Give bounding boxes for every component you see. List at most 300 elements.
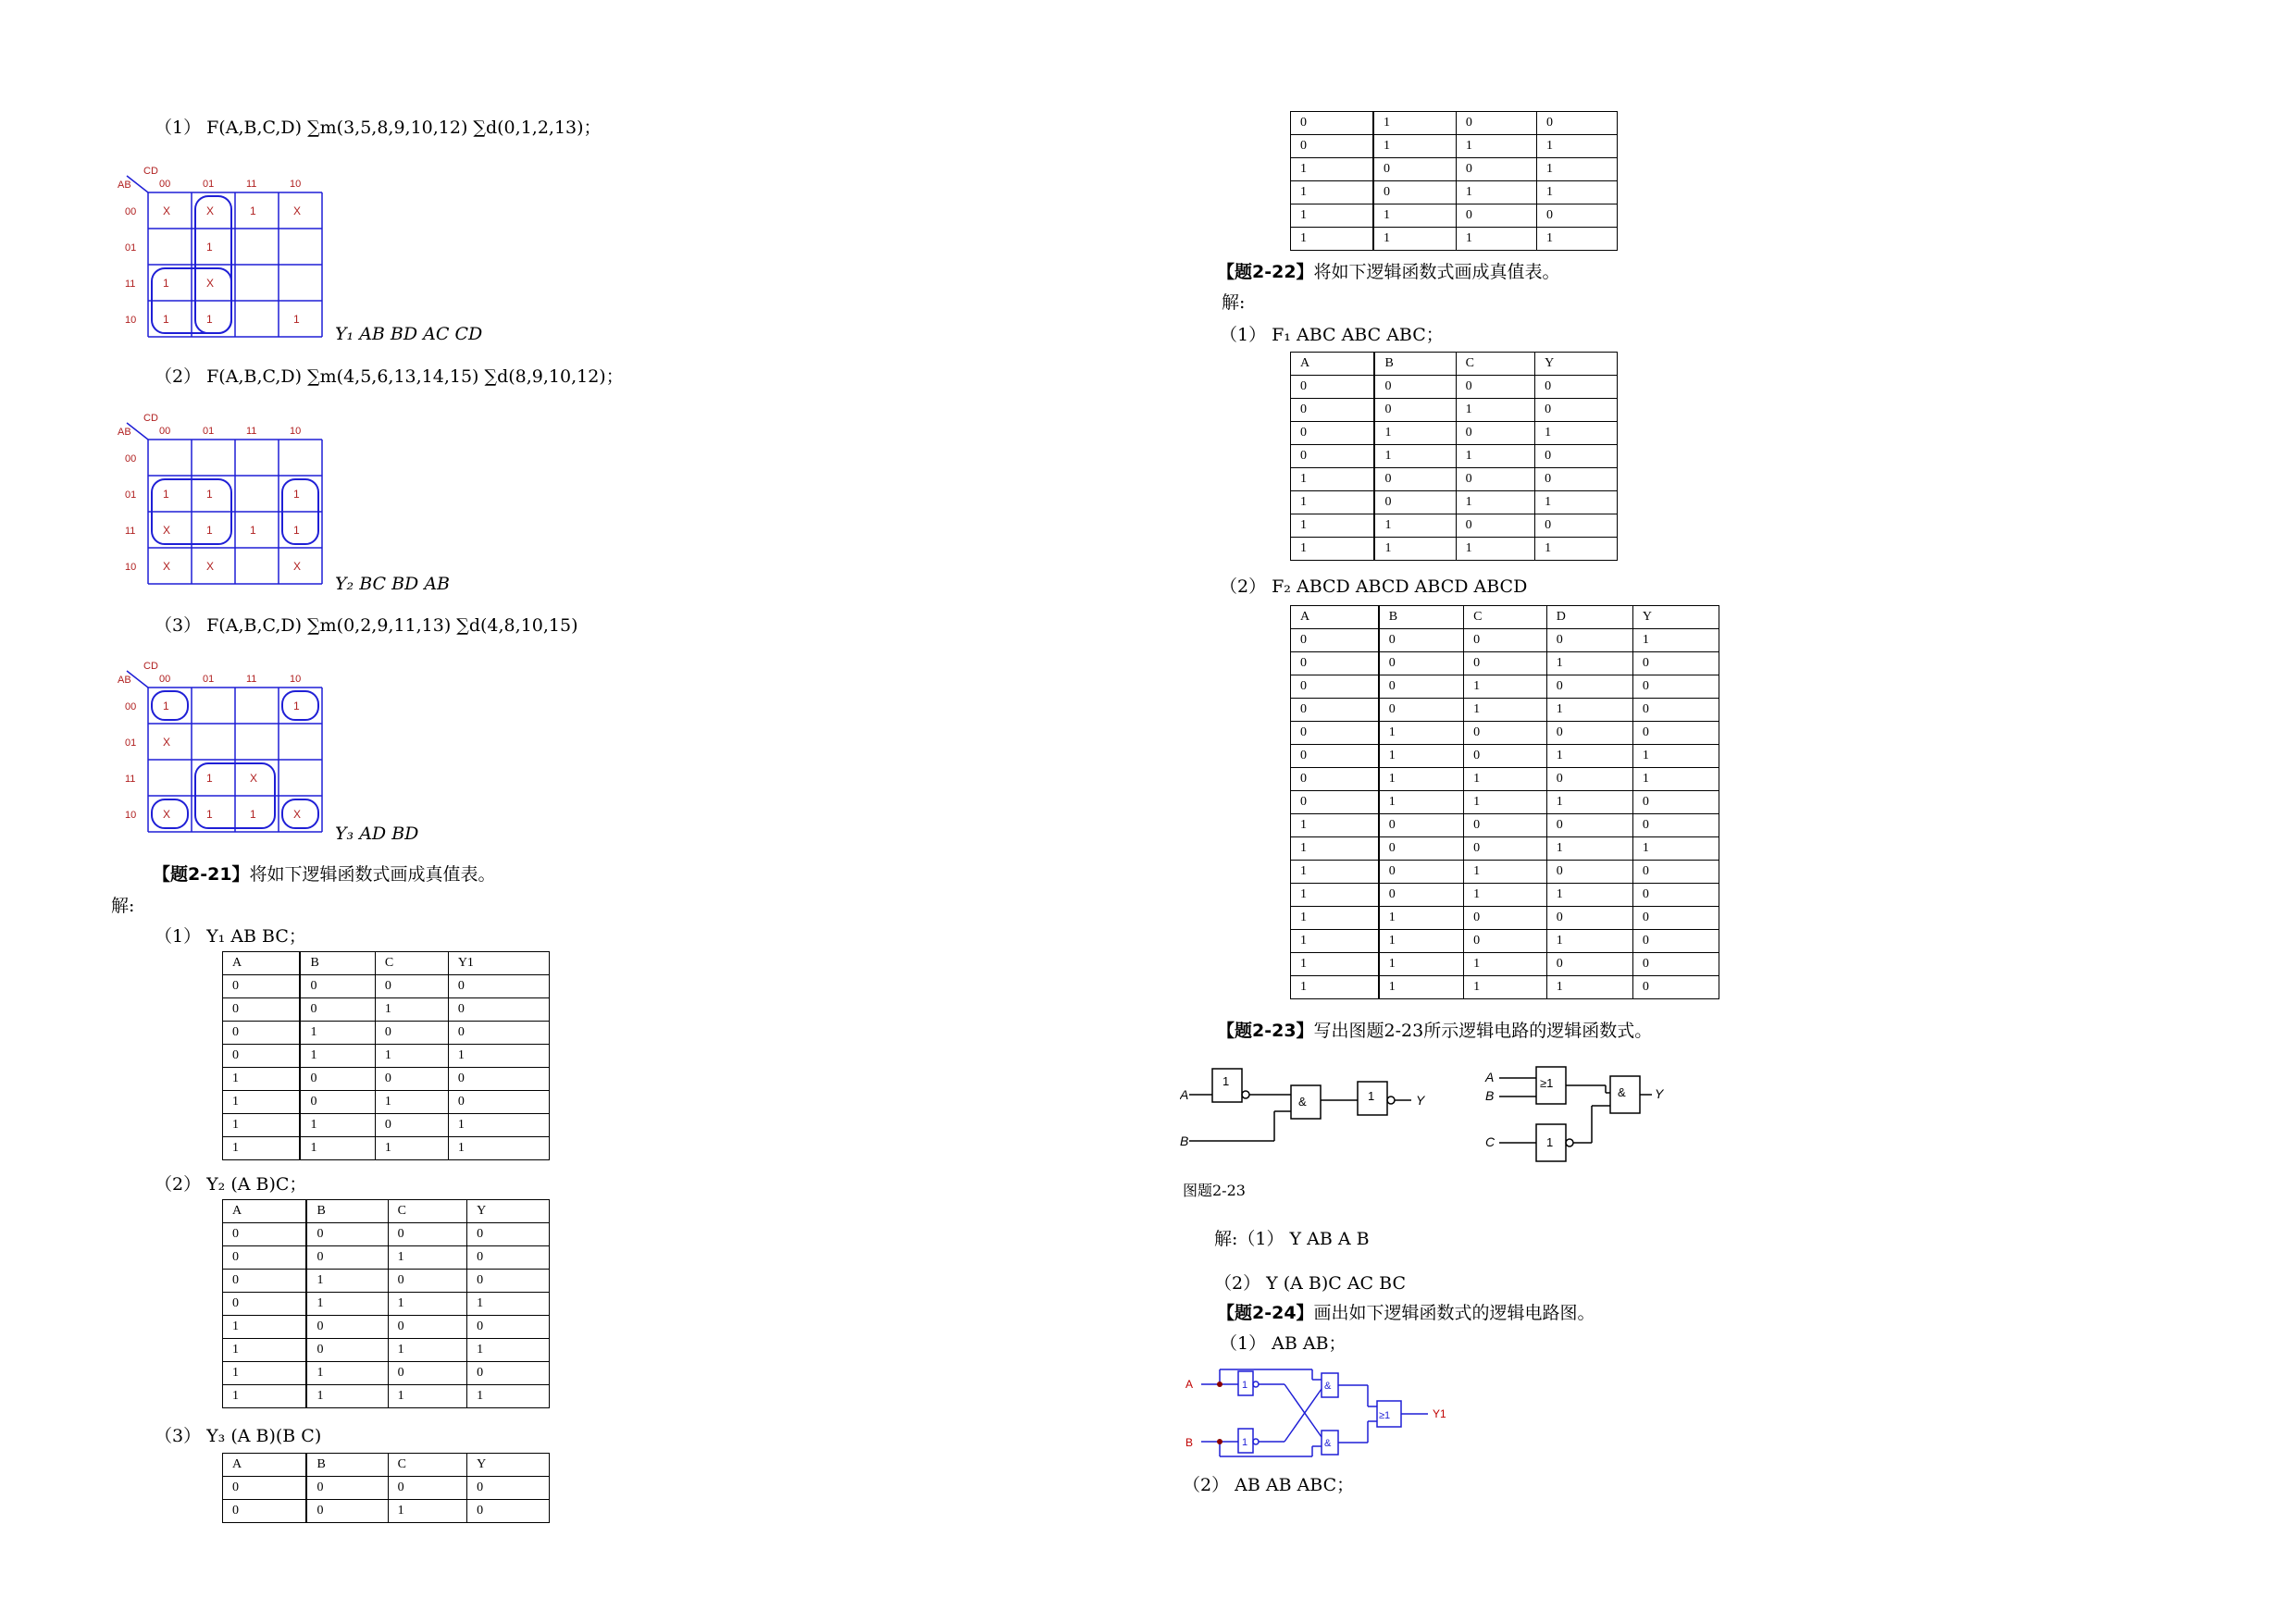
- table-row: [1291, 112, 1618, 135]
- gate-not-b: 1: [1242, 1437, 1248, 1448]
- output-y1-label: Y1: [1433, 1407, 1446, 1420]
- kmap-col-header: 00: [159, 426, 171, 437]
- table-cell: A: [223, 952, 301, 975]
- table-cell: 0: [1291, 376, 1375, 399]
- kmap-cell: 1: [250, 808, 256, 821]
- table-row: [223, 1045, 550, 1068]
- kmap-cell: 1: [293, 488, 300, 501]
- answer-1: 解:（1） Y AB A B: [1214, 1229, 1370, 1249]
- table-cell: Y: [467, 1454, 550, 1477]
- kmap-col-header: 11: [246, 674, 257, 685]
- table-cell: 1: [223, 1091, 301, 1114]
- kmap-col-header: 10: [290, 426, 302, 437]
- table-cell: 0: [1536, 204, 1617, 228]
- table-cell: 1: [223, 1362, 307, 1385]
- table-cell: 0: [467, 1316, 550, 1339]
- truth-table-continued: [1290, 111, 1618, 251]
- table-cell: 0: [1632, 930, 1719, 953]
- table-cell: 0: [448, 998, 549, 1022]
- table-cell: 0: [1456, 422, 1535, 445]
- karnaugh-map-2: [116, 412, 338, 597]
- table-cell: 0: [448, 975, 549, 998]
- table-cell: 1: [1536, 158, 1617, 181]
- table-row: [1291, 399, 1618, 422]
- table-cell: 1: [388, 1293, 467, 1316]
- table-cell: 1: [300, 1137, 375, 1160]
- table-cell: 0: [1291, 445, 1375, 468]
- table-cell: 1: [388, 1500, 467, 1523]
- kmap-cd-label: CD: [143, 661, 158, 672]
- table-header-row: [223, 1200, 550, 1223]
- table-row: [223, 1114, 550, 1137]
- gate-not-2: 1: [1368, 1089, 1375, 1103]
- table-row: [1291, 884, 1719, 907]
- table-cell: 0: [448, 1022, 549, 1045]
- table-cell: 0: [1456, 376, 1535, 399]
- kmap-cell: 1: [206, 241, 213, 254]
- table-cell: 1: [1536, 181, 1617, 204]
- f1-label: （1） F₁ ABC ABC ABC；: [1220, 325, 1444, 345]
- table-cell: 0: [223, 1293, 307, 1316]
- kmap-cell: X: [250, 772, 258, 785]
- kmap-cell: 1: [206, 524, 213, 537]
- truth-table-f2: [1290, 605, 1719, 999]
- kmap-ab-label: AB: [118, 675, 131, 686]
- table-cell: 1: [1291, 158, 1373, 181]
- t3-label: （3） Y₃ (A B)(B C): [155, 1426, 322, 1446]
- table-cell: 0: [306, 1246, 388, 1270]
- kmap-row-header: 01: [125, 489, 137, 501]
- output-y2-label: Y: [1655, 1086, 1664, 1101]
- table-row: [1291, 930, 1719, 953]
- q224-2-label: （2） AB AB ABC；: [1183, 1475, 1355, 1495]
- table-cell: C: [1456, 353, 1535, 376]
- table-cell: 0: [1546, 861, 1632, 884]
- kmap-row-header: 10: [125, 810, 137, 821]
- table-cell: 0: [1535, 399, 1618, 422]
- table-cell: 1: [1379, 722, 1464, 745]
- table-row: [1291, 538, 1618, 561]
- q221-title: 【题2-21】: [153, 864, 250, 885]
- q221-text: 将如下逻辑函数式画成真值表。: [249, 864, 496, 885]
- table-cell: B: [306, 1454, 388, 1477]
- table-row: [1291, 976, 1719, 999]
- kmap-cell: X: [206, 277, 215, 290]
- kmap-cell: X: [163, 808, 171, 821]
- kmap-cell: X: [163, 560, 171, 573]
- table-cell: 1: [1373, 204, 1456, 228]
- kmap-ab-label: AB: [118, 180, 131, 191]
- table-cell: 0: [223, 1500, 307, 1523]
- table-cell: 0: [1291, 768, 1379, 791]
- table-row: [223, 1362, 550, 1385]
- table-cell: 0: [1456, 158, 1536, 181]
- gate-not-1: 1: [1222, 1074, 1230, 1088]
- kmap-col-header: 01: [203, 426, 215, 437]
- table-cell: 0: [1373, 181, 1456, 204]
- table-cell: 1: [1291, 491, 1375, 514]
- table-cell: 1: [1291, 814, 1379, 837]
- table-cell: 1: [1291, 907, 1379, 930]
- kmap-cd-label: CD: [143, 413, 158, 424]
- table-header-row: [223, 952, 550, 975]
- table-cell: 0: [1464, 907, 1547, 930]
- jie-label-right: 解:: [1222, 292, 1246, 313]
- table-cell: 1: [1456, 135, 1536, 158]
- table-cell: 1: [1535, 538, 1618, 561]
- table-cell: 0: [223, 1270, 307, 1293]
- table-row: [1291, 745, 1719, 768]
- table-cell: 0: [1456, 468, 1535, 491]
- table-cell: 0: [1535, 376, 1618, 399]
- table-cell: B: [1374, 353, 1456, 376]
- gate-and-top: &: [1324, 1381, 1332, 1392]
- table-cell: 1: [1456, 228, 1536, 251]
- truth-table-t3: [222, 1453, 550, 1523]
- table-cell: 1: [1464, 884, 1547, 907]
- input-b-label: B: [1180, 1134, 1189, 1148]
- table-cell: 1: [1291, 468, 1375, 491]
- table-cell: 0: [1632, 953, 1719, 976]
- table-cell: 1: [448, 1114, 549, 1137]
- table-cell: C: [388, 1454, 467, 1477]
- kmap-cell: X: [206, 560, 215, 573]
- gate-and-2: &: [1618, 1085, 1626, 1099]
- table-cell: 1: [1291, 976, 1379, 999]
- kmap-cell: X: [206, 204, 215, 217]
- table-cell: 0: [1291, 135, 1373, 158]
- table-cell: 0: [375, 1022, 448, 1045]
- table-row: [1291, 204, 1618, 228]
- kmap-row-header: 00: [125, 453, 137, 465]
- table-cell: C: [1464, 606, 1547, 629]
- table-row: [1291, 468, 1618, 491]
- y2-result: Y₂ BC BD AB: [335, 574, 451, 594]
- table-cell: 0: [388, 1270, 467, 1293]
- table-cell: 0: [467, 1246, 550, 1270]
- table-cell: 1: [1546, 976, 1632, 999]
- table-cell: 1: [223, 1339, 307, 1362]
- table-cell: 0: [1546, 768, 1632, 791]
- table-cell: 0: [1379, 861, 1464, 884]
- table-cell: 1: [1291, 861, 1379, 884]
- table-cell: 0: [1546, 629, 1632, 652]
- table-header-row: [223, 1454, 550, 1477]
- table-cell: 1: [223, 1385, 307, 1408]
- kmap-cell: X: [293, 560, 302, 573]
- kmap-loop: [152, 691, 188, 720]
- table-cell: 0: [1632, 699, 1719, 722]
- figure-caption: 图题2-23: [1183, 1182, 1246, 1199]
- table-cell: 0: [223, 1246, 307, 1270]
- table-row: [223, 1385, 550, 1408]
- kmap-col-header: 11: [246, 179, 257, 190]
- table-cell: 0: [467, 1477, 550, 1500]
- table-cell: 1: [448, 1045, 549, 1068]
- table-cell: 1: [1632, 837, 1719, 861]
- q224-text: 画出如下逻辑函数式的逻辑电路图。: [1313, 1303, 1595, 1323]
- kmap-row-header: 10: [125, 315, 137, 326]
- gate-or-1: ≥1: [1540, 1076, 1554, 1090]
- formula-p1: （1） F(A,B,C,D) ∑m(3,5,8,9,10,12) ∑d(0,1,2,13)；: [155, 118, 602, 138]
- table-cell: C: [375, 952, 448, 975]
- table-cell: 1: [1374, 538, 1456, 561]
- table-cell: Y: [1632, 606, 1719, 629]
- input-c-label: C: [1485, 1134, 1496, 1149]
- table-cell: 1: [1464, 976, 1547, 999]
- table-row: [223, 1270, 550, 1293]
- table-cell: 0: [1464, 930, 1547, 953]
- gate-or: ≥1: [1379, 1410, 1391, 1421]
- table-cell: 0: [1373, 158, 1456, 181]
- kmap-cell: 1: [206, 488, 213, 501]
- formula-p2: （2） F(A,B,C,D) ∑m(4,5,6,13,14,15) ∑d(8,9,10,12)；: [155, 366, 624, 387]
- table-cell: 0: [223, 998, 301, 1022]
- table-cell: 1: [1379, 745, 1464, 768]
- q224-title: 【题2-24】: [1217, 1303, 1314, 1323]
- table-row: [1291, 791, 1719, 814]
- q222-text: 将如下逻辑函数式画成真值表。: [1313, 262, 1560, 282]
- table-cell: 0: [467, 1362, 550, 1385]
- table-row: [1291, 445, 1618, 468]
- table-cell: 0: [1291, 722, 1379, 745]
- table-cell: 0: [375, 1068, 448, 1091]
- table-row: [1291, 514, 1618, 538]
- table-cell: 0: [1374, 491, 1456, 514]
- table-cell: 1: [1291, 204, 1373, 228]
- table-cell: 0: [1536, 112, 1617, 135]
- table-row: [223, 1293, 550, 1316]
- table-cell: 0: [1535, 514, 1618, 538]
- kmap-row-header: 11: [125, 279, 136, 290]
- table-cell: 0: [223, 1223, 307, 1246]
- kmap-row-header: 10: [125, 562, 137, 573]
- table-cell: 1: [467, 1293, 550, 1316]
- t2-label: （2） Y₂ (A B)C；: [155, 1174, 307, 1195]
- table-cell: 0: [1291, 112, 1373, 135]
- table-header-row: [1291, 353, 1618, 376]
- table-cell: 0: [306, 1223, 388, 1246]
- table-cell: 1: [223, 1316, 307, 1339]
- table-row: [1291, 158, 1618, 181]
- table-cell: 0: [1632, 814, 1719, 837]
- truth-table-t2: [222, 1199, 550, 1408]
- kmap-col-header: 01: [203, 179, 215, 190]
- table-row: [223, 1091, 550, 1114]
- table-cell: 0: [1456, 112, 1536, 135]
- table-cell: 1: [306, 1293, 388, 1316]
- kmap-cell: 1: [293, 524, 300, 537]
- table-cell: 0: [1291, 699, 1379, 722]
- table-cell: 0: [1632, 791, 1719, 814]
- table-row: [1291, 422, 1618, 445]
- kmap-cell: X: [293, 808, 302, 821]
- table-cell: 0: [467, 1270, 550, 1293]
- table-row: [1291, 907, 1719, 930]
- table-cell: 0: [1535, 445, 1618, 468]
- table-cell: 1: [1456, 538, 1535, 561]
- table-cell: B: [1379, 606, 1464, 629]
- table-cell: 0: [306, 1339, 388, 1362]
- table-cell: 0: [1456, 204, 1536, 228]
- input-a-label: A: [1180, 1087, 1189, 1102]
- circuit-diagram-2-23: [1180, 1059, 1680, 1180]
- kmap-cell: 1: [163, 700, 169, 712]
- kmap-cd-label: CD: [143, 166, 158, 177]
- kmap-cell: 1: [163, 488, 169, 501]
- table-cell: 1: [375, 1091, 448, 1114]
- table-cell: 1: [1536, 228, 1617, 251]
- table-cell: 0: [1291, 629, 1379, 652]
- input-a2-label: A: [1485, 1070, 1495, 1084]
- table-row: [223, 1022, 550, 1045]
- table-row: [1291, 722, 1719, 745]
- kmap-cell: 1: [293, 313, 300, 326]
- formula-p3: （3） F(A,B,C,D) ∑m(0,2,9,11,13) ∑d(4,8,10,15): [155, 615, 578, 636]
- table-cell: 0: [1379, 814, 1464, 837]
- table-cell: Y: [1535, 353, 1618, 376]
- table-row: [223, 998, 550, 1022]
- table-cell: 0: [1291, 745, 1379, 768]
- table-row: [223, 1477, 550, 1500]
- kmap-col-header: 00: [159, 179, 171, 190]
- table-cell: 1: [306, 1270, 388, 1293]
- table-cell: 0: [1374, 376, 1456, 399]
- table-cell: 0: [375, 1114, 448, 1137]
- gate-and-bottom: &: [1324, 1438, 1332, 1449]
- table-cell: 0: [1291, 422, 1375, 445]
- kmap-col-header: 01: [203, 674, 215, 685]
- table-cell: 0: [1374, 468, 1456, 491]
- table-cell: C: [388, 1200, 467, 1223]
- q222-title: 【题2-22】: [1217, 262, 1314, 282]
- table-cell: 1: [1379, 907, 1464, 930]
- table-cell: 1: [1291, 953, 1379, 976]
- table-cell: 0: [1291, 791, 1379, 814]
- table-cell: 0: [1379, 629, 1464, 652]
- table-cell: 1: [306, 1362, 388, 1385]
- table-cell: 1: [1291, 930, 1379, 953]
- table-cell: 0: [448, 1068, 549, 1091]
- table-cell: 0: [306, 1477, 388, 1500]
- input-b2-label: B: [1485, 1088, 1495, 1103]
- table-cell: 1: [1546, 652, 1632, 675]
- table-row: [223, 1246, 550, 1270]
- table-cell: Y: [467, 1200, 550, 1223]
- table-cell: 0: [1546, 675, 1632, 699]
- table-cell: A: [1291, 353, 1375, 376]
- table-cell: 1: [1374, 514, 1456, 538]
- table-cell: 1: [1379, 930, 1464, 953]
- q223-title: 【题2-23】: [1217, 1021, 1314, 1041]
- table-cell: 0: [1291, 652, 1379, 675]
- table-cell: A: [223, 1454, 307, 1477]
- kmap-ab-label: AB: [118, 427, 131, 438]
- table-cell: 0: [223, 975, 301, 998]
- kmap-cell: 1: [293, 700, 300, 712]
- kmap-cell: X: [293, 204, 302, 217]
- kmap-row-header: 00: [125, 701, 137, 712]
- table-row: [1291, 228, 1618, 251]
- table-row: [223, 975, 550, 998]
- jie-label-left: 解:: [111, 896, 135, 916]
- table-row: [1291, 491, 1618, 514]
- table-cell: 1: [1464, 675, 1547, 699]
- karnaugh-map-3: [116, 660, 338, 845]
- table-cell: 1: [1546, 699, 1632, 722]
- table-cell: 1: [1464, 699, 1547, 722]
- table-cell: 1: [1373, 112, 1456, 135]
- table-cell: 0: [1464, 629, 1547, 652]
- table-cell: 1: [1536, 135, 1617, 158]
- table-cell: 1: [1535, 422, 1618, 445]
- table-header-row: [1291, 606, 1719, 629]
- gate-not-a: 1: [1242, 1380, 1248, 1391]
- kmap-cell: 1: [250, 524, 256, 537]
- table-row: [1291, 652, 1719, 675]
- gate-and-1: &: [1298, 1095, 1307, 1109]
- table-row: [1291, 768, 1719, 791]
- table-row: [223, 1500, 550, 1523]
- table-row: [1291, 181, 1618, 204]
- table-cell: 0: [306, 1316, 388, 1339]
- kmap-col-header: 10: [290, 179, 302, 190]
- table-cell: 0: [223, 1022, 301, 1045]
- table-row: [1291, 629, 1719, 652]
- kmap-cell: X: [163, 204, 171, 217]
- table-cell: 0: [1546, 722, 1632, 745]
- input-b-label-2: B: [1185, 1436, 1194, 1449]
- table-cell: 0: [1374, 399, 1456, 422]
- table-row: [1291, 814, 1719, 837]
- table-cell: 1: [1464, 791, 1547, 814]
- kmap-row-header: 00: [125, 206, 137, 217]
- table-cell: 0: [1632, 976, 1719, 999]
- table-cell: 0: [1379, 884, 1464, 907]
- q224-1-label: （1） AB AB；: [1220, 1333, 1347, 1354]
- table-cell: 1: [1291, 837, 1379, 861]
- table-cell: 1: [388, 1339, 467, 1362]
- table-cell: 1: [1464, 768, 1547, 791]
- table-cell: 1: [448, 1137, 549, 1160]
- table-cell: 1: [1374, 422, 1456, 445]
- table-cell: 0: [1632, 861, 1719, 884]
- table-cell: 0: [1291, 399, 1375, 422]
- table-cell: 0: [1464, 814, 1547, 837]
- table-cell: 0: [1464, 745, 1547, 768]
- kmap-row-header: 01: [125, 737, 137, 749]
- table-cell: 1: [300, 1045, 375, 1068]
- table-row: [1291, 861, 1719, 884]
- table-row: [223, 1339, 550, 1362]
- table-cell: 1: [1379, 953, 1464, 976]
- table-cell: 0: [1632, 675, 1719, 699]
- table-row: [1291, 135, 1618, 158]
- table-cell: 0: [300, 998, 375, 1022]
- table-cell: 1: [1291, 538, 1375, 561]
- table-cell: 0: [1546, 814, 1632, 837]
- truth-table-t1: [222, 951, 550, 1160]
- table-cell: 0: [388, 1362, 467, 1385]
- input-a-label-2: A: [1185, 1378, 1194, 1391]
- table-cell: 1: [1379, 791, 1464, 814]
- table-cell: A: [223, 1200, 307, 1223]
- kmap-cell: 1: [250, 204, 256, 217]
- table-cell: 1: [375, 1045, 448, 1068]
- table-cell: 0: [1379, 652, 1464, 675]
- kmap-col-header: 11: [246, 426, 257, 437]
- table-cell: Y1: [448, 952, 549, 975]
